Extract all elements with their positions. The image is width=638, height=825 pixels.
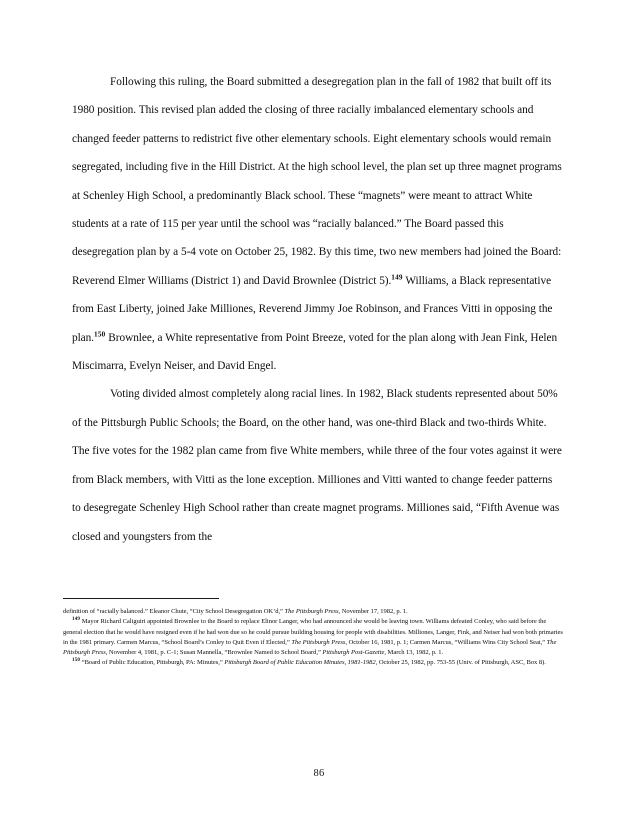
body-paragraph [72,68,562,380]
footnote-number: 149 [72,617,81,623]
footnote-list [63,607,563,669]
text-run: Williams, a Black representative from East Liberty, joined Jake Milliones, Reverend Jimmy Joe Robinson, and Frances Vitti in opposing the plan. [72,274,553,344]
footnote-reference[interactable]: 150 [94,330,106,339]
text-run: , November 4, 1981, p. C-1; Susan Mannella, “Brownlee Named to School Board,” [105,649,323,657]
page-number: 86 [313,768,325,779]
italic-title: Pittsburgh Board of Public Education Minutes, 1981-1982 [224,659,376,667]
footnote-separator-rule [63,598,219,599]
italic-title: The Pittsburgh Press [291,638,346,646]
italic-title: Pittsburgh Post-Gazette [322,649,385,657]
italic-title: The Pittsburgh Press [63,638,557,657]
footnote-number: 150 [72,658,81,664]
text-run: Following this ruling, the Board submitted a desegregation plan in the fall of 1982 that built off its 1980 position. This revised plan added the closing of three racially imbalanced elementary schools and changed feeder patterns to redistrict five other elementary schools. Eight elementary schools would remain segregated, including five in the Hill District. At the high school level, the plan set up three magnet programs at Schenley High School, a predominantly Black school. These “magnets” were meant to attract White students at a rate of 115 per year until the school was “racially balanced.” The Board passed this desegregation plan by a 5-4 vote on October 25, 1982. By this time, two new members had joined the Board: Reverend Elmer Williams (District 1) and David Brownlee (District 5). [72,76,562,287]
text-run: Voting divided almost completely along racial lines. In 1982, Black students represented about 50% of the Pittsburgh Public Schools; the Board, on the other hand, was one-third Black and two-thirds White. The five votes for the 1982 plan came from five White members, while three of the four votes against it were from Black members, with Vitti as the lone exception. Milliones and Vitti wanted to change feeder patterns to desegregate Schenley High School rather than create magnet programs. Milliones said, “Fifth Avenue was closed and youngsters from the [72,388,562,543]
text-run: definition of “racially balanced.” Eleanor Chute, “City School Desegregation OK’d,” [63,608,285,615]
text-run: Mayor Richard Caliguiri appointed Brownlee to the Board to replace Elinor Langer, who had announced she would be leaving town. Williams defeated Conley, who said before the general election that he would have resigned even if he had won due so he could pursue building housing for people with disabilities. Milliones, Langer, Fink, and Neiser had won both primaries in the 1981 primary. Carmen Marcus, “School Board’s Conley to Quit Even if Elected,” [63,618,563,646]
body-paragraph [72,380,562,550]
text-run: , November 17, 1982, p. 1. [338,608,408,615]
footnote-item [63,607,563,617]
footnote-reference[interactable]: 149 [391,273,403,282]
text-run: Brownlee, a White representative from Point Breeze, voted for the plan along with Jean Fink, Helen Miscimarra, Evelyn Neiser, and David Engel. [72,331,558,373]
text-run: , March 13, 1982, p. 1. [384,649,444,657]
footnote-item [63,658,563,668]
footnote-area [63,598,563,669]
text-run: , October 25, 1982, pp. 753-55 (Univ. of Pittsburgh, ASC, Box 8). [375,659,546,667]
body-text-area [72,68,562,551]
text-run: , October 16, 1981, p. 1; Carmen Marcus, “Williams Wins City School Seat,” [345,638,547,646]
italic-title: The Pittsburgh Press [284,608,339,615]
footnote-item [63,617,563,658]
text-run: “Board of Public Education, Pittsburgh, PA: Minutes,” [80,659,225,667]
